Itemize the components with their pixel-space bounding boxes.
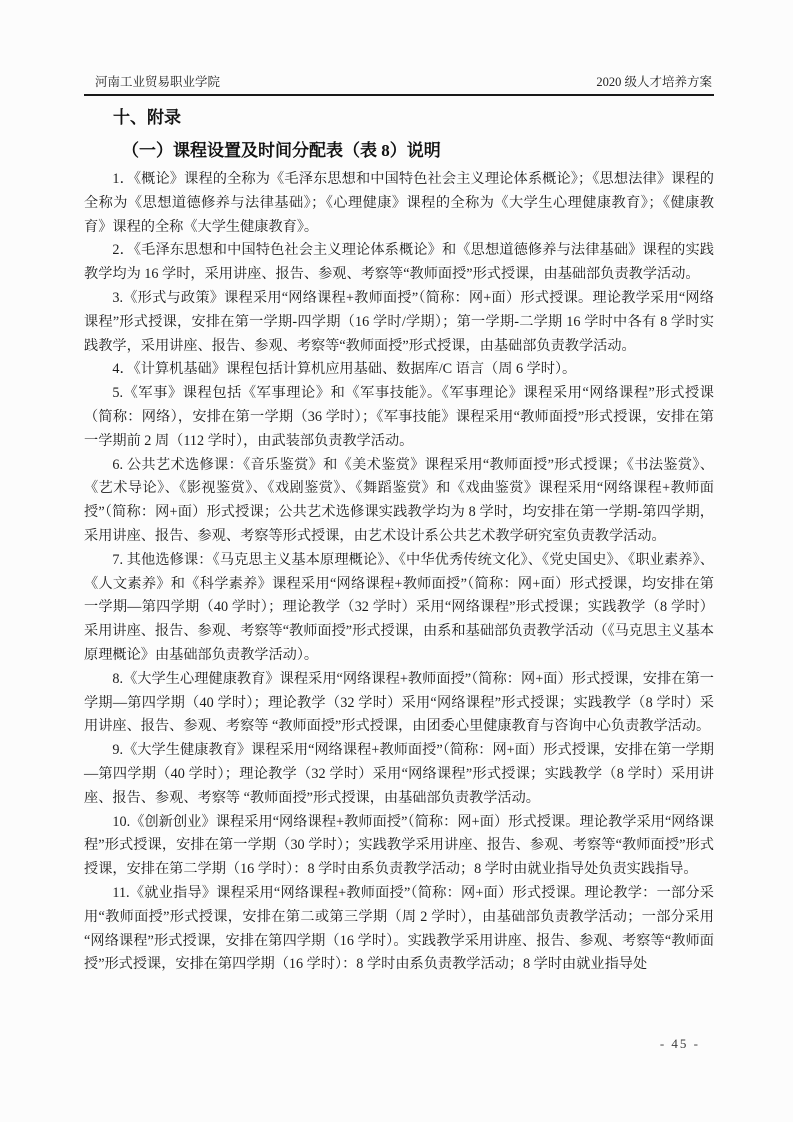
paragraph-5: 5.《军事》课程包括《军事理论》和《军事技能》。《军事理论》课程采用“网络课程”形式授课（简称：网络），安排在第一学期（36 学时）；《军事技能》课程采用“教师面授”形式授课，安排在第一学期前 2 周（112 学时），由武装部负责教学活动。 <box>84 385 714 449</box>
section-heading: 十、附录 <box>113 108 181 127</box>
paragraph-11: 11.《就业指导》课程采用“网络课程+教师面授”（简称：网+面）形式授课。理论教学：一部分采用“教师面授”形式授课，安排在第二或第三学期（周 2 学时），由基础部负责教学活动；一部分采用“网络课程”形式授课，安排在第四学期（16 学时）。实践教学采用讲座、报告、参观、考察等“教师面授”形式授课，安排在第四学期（16 学时）：8 学时由系负责教学活动；8 学时由就业指导处 <box>84 884 714 973</box>
paragraph-9: 9.《大学生健康教育》课程采用“网络课程+教师面授”（简称：网+面）形式授课，安排在第一学期—第四学期（40 学时）；理论教学（32 学时）采用“网络课程”形式授课；实践教学（8 学时）采用讲座、报告、参观、考察等 “教师面授”形式授课，由基础部负责教学活动。 <box>84 742 714 806</box>
document-content <box>84 100 714 977</box>
paragraph-3: 3.《形式与政策》课程采用“网络课程+教师面授”（简称：网+面）形式授课。理论教学采用“网络课程”形式授课，安排在第一学期-四学期（16 学时/学期）；第一学期-二学期 16 学时中各有 8 学时实践教学，采用讲座、报告、参观、考察等“教师面授”形式授课，由基础部负责教学活动。 <box>84 289 714 354</box>
paragraph-1: 1．《概论》课程的全称为《毛泽东思想和中国特色社会主义理论体系概论》；《思想法律》课程的全称为《思想道德修养与法律基础》；《心理健康》课程的全称为《大学生心理健康教育》；《健康教育》课程的全称《大学生健康教育》。 <box>84 171 714 235</box>
header-plan-title: 2020 级人才培养方案 <box>596 75 712 89</box>
page-number: - 45 - <box>659 1036 700 1051</box>
subsection-heading: （一）课程设置及时间分配表（表 8）说明 <box>122 141 441 160</box>
paragraph-4: 4．《计算机基础》课程包括计算机应用基础、数据库/C 语言（周 6 学时）。 <box>112 361 577 378</box>
paragraph-7: 7. 其他选修课：《马克思主义基本原理概论》、《中华优秀传统文化》、《党史国史》、《职业素养》、《人文素养》和《科学素养》课程采用“网络课程+教师面授”（简称：网+面）形式授课，均安排在第一学期—第四学期（40 学时）；理论教学（32 学时）采用“网络课程”形式授课；实践教学（8 学时）采用讲座、报告、参观、考察等“教师面授”形式授课，由系和基础部负责教学活动（《马克思主义基本原理概论》由基础部负责教学活动）。 <box>84 551 714 663</box>
paragraph-8: 8.《大学生心理健康教育》课程采用“网络课程+教师面授”（简称：网+面）形式授课，安排在第一学期—第四学期（40 学时）；理论教学（32 学时）采用“网络课程”形式授课；实践教学（8 学时）采用讲座、报告、参观、考察等 “教师面授”形式授课，由团委心里健康教育与咨询中心负责教学活动。 <box>84 670 714 735</box>
page-header <box>84 72 714 96</box>
paragraph-6: 6. 公共艺术选修课：《音乐鉴赏》和《美术鉴赏》课程采用“教师面授”形式授课；《书法鉴赏》、《艺术导论》、《影视鉴赏》、《戏剧鉴赏》、《舞蹈鉴赏》和《戏曲鉴赏》课程采用“网络课程+教师面授”（简称：网+面）形式授课；公共艺术选修课实践教学均为 8 学时，均安排在第一学期-第四学期，采用讲座、报告、参观、考察等形式授课，由艺术设计系公共艺术教学研究室负责教学活动。 <box>84 456 714 544</box>
paragraph-10: 10.《创新创业》课程采用“网络课程+教师面授”（简称：网+面）形式授课。理论教学采用“网络课程”形式授课，安排在第一学期（30 学时）；实践教学采用讲座、报告、参观、考察等“教师面授”形式授课，安排在第二学期（16 学时）：8 学时由系负责教学活动；8 学时由就业指导处负责实践指导。 <box>84 813 714 878</box>
header-institution: 河南工业贸易职业学院 <box>95 75 221 89</box>
body-text <box>84 168 714 977</box>
paragraph-2: 2．《毛泽东思想和中国特色社会主义理论体系概论》和《思想道德修养与法律基础》课程的实践教学均为 16 学时，采用讲座、报告、参观、考察等“教师面授”形式授课，由基础部负责教学活动。 <box>84 242 714 283</box>
